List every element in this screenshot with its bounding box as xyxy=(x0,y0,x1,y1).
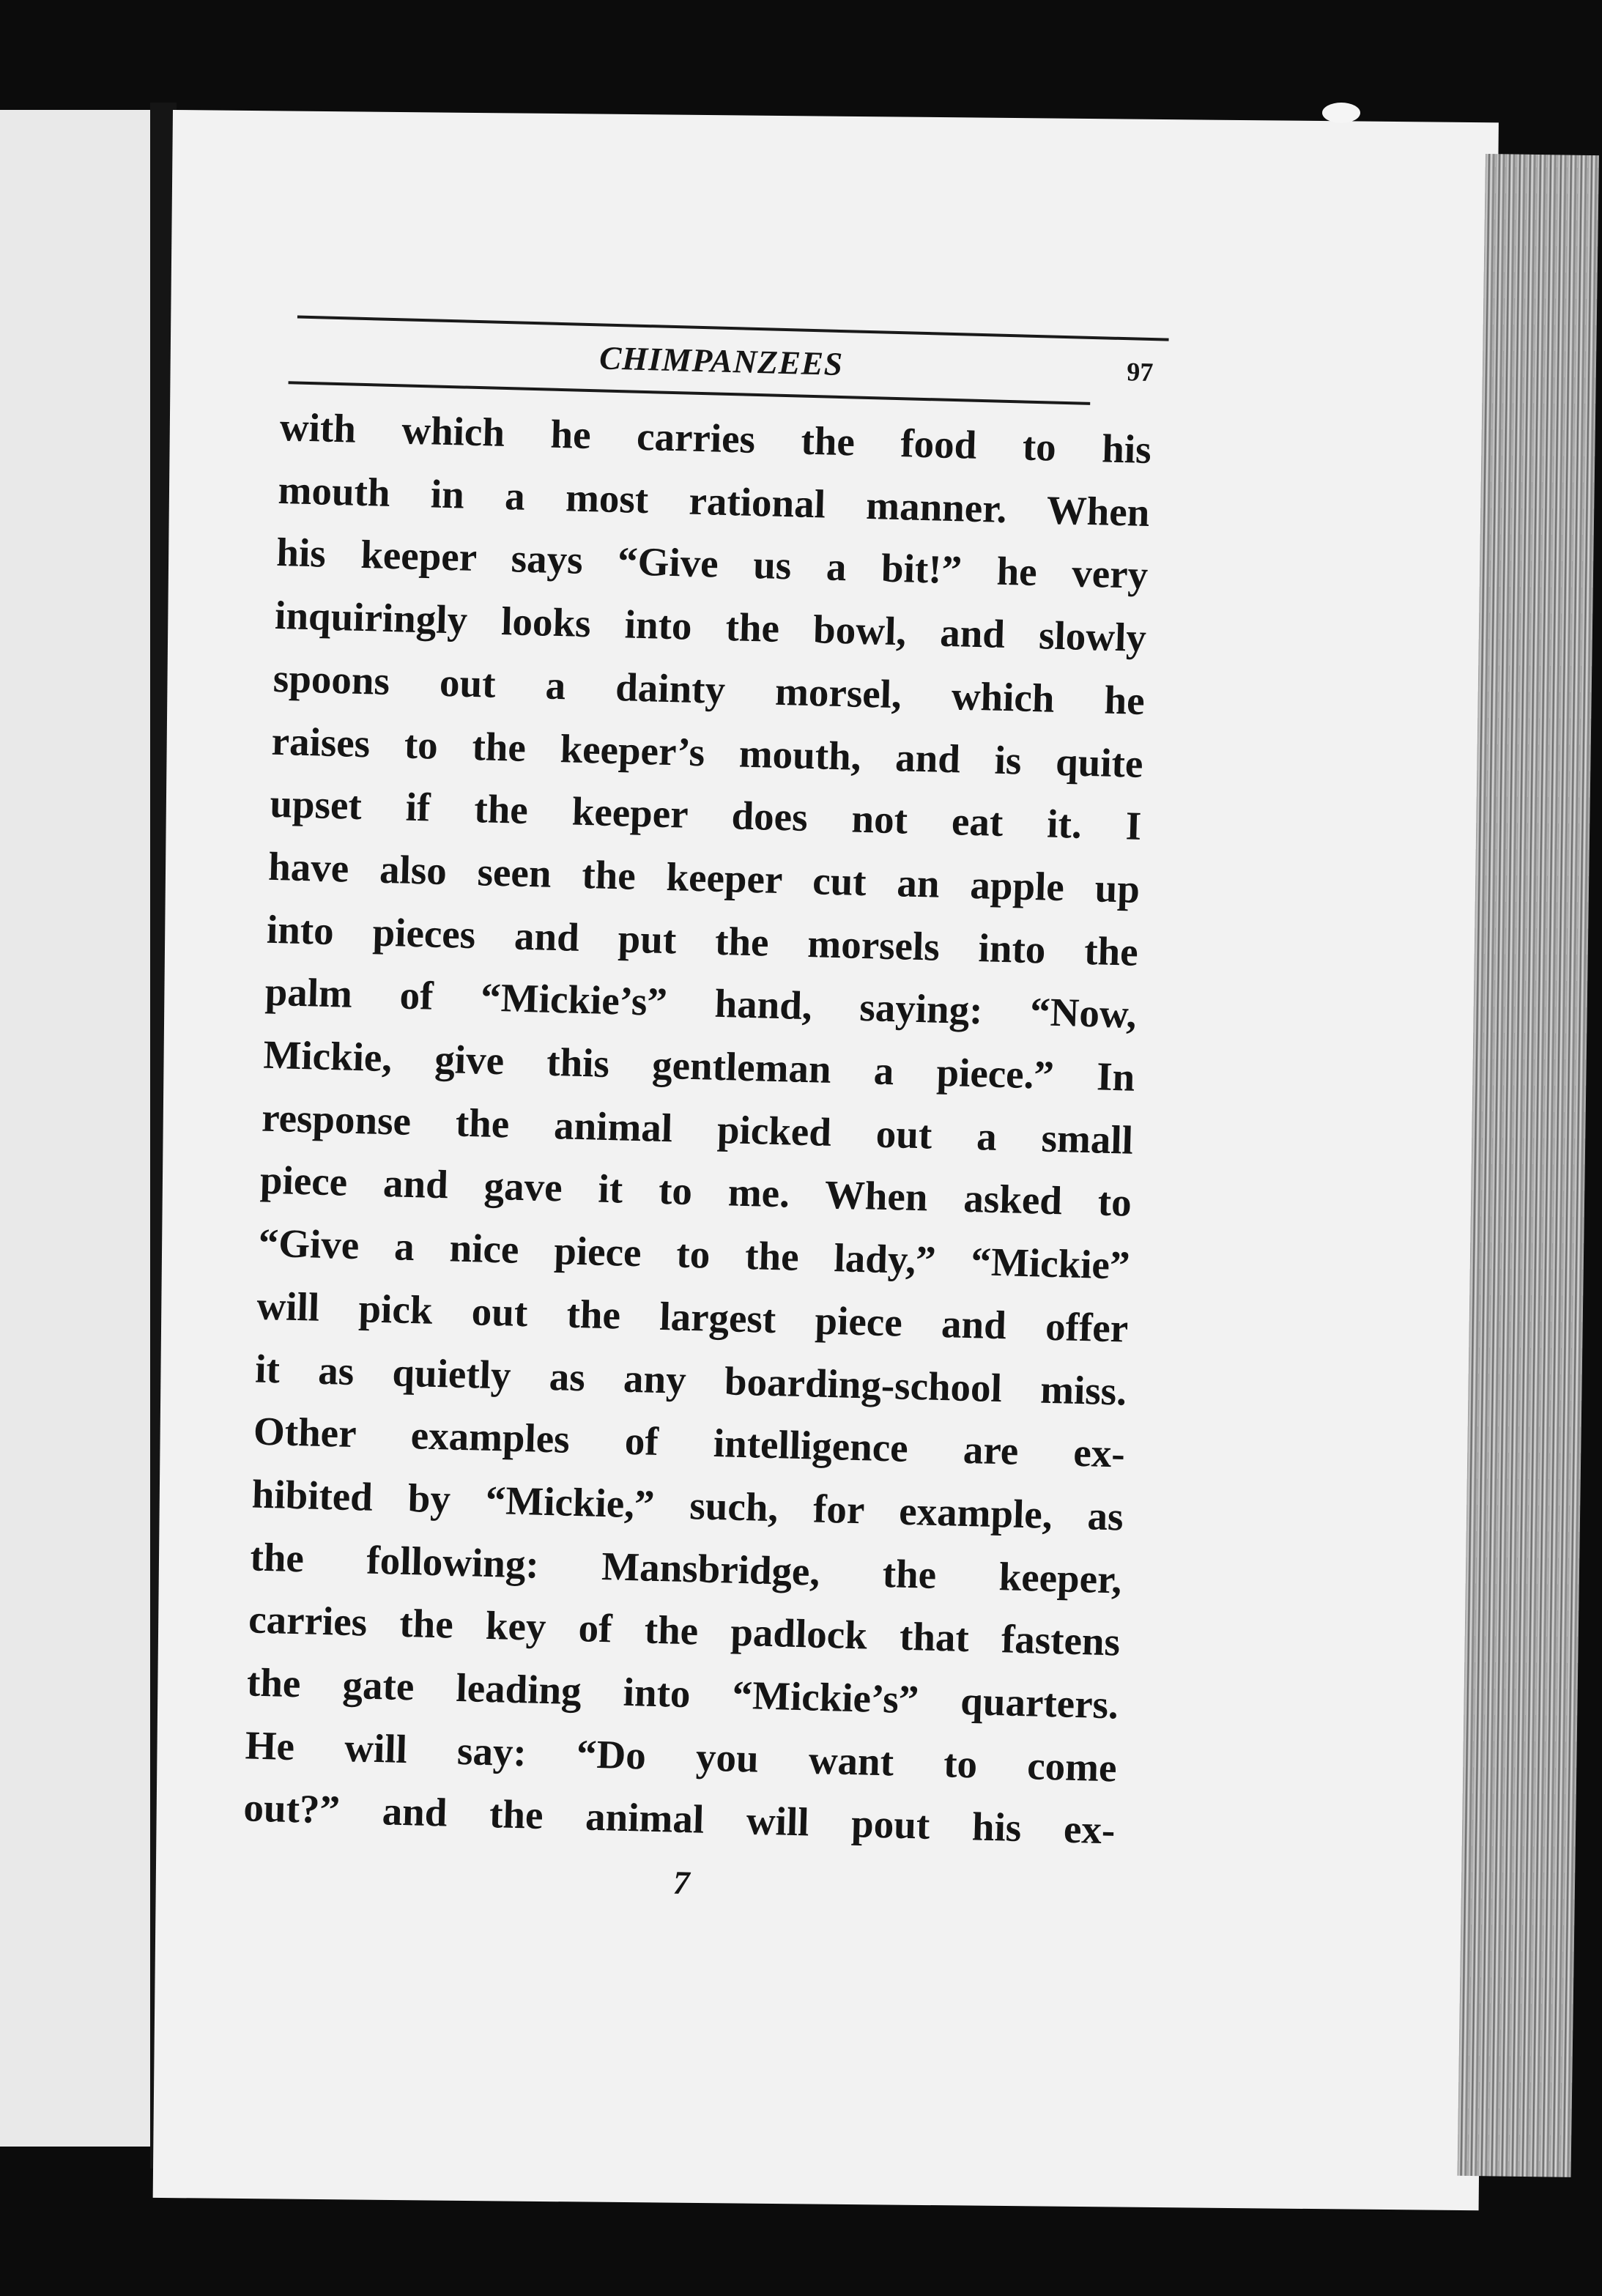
text-line: Mickie, give this gentleman a piece.” In xyxy=(262,1032,1135,1100)
text-line: hibited by “Mickie,” such, for example, as xyxy=(251,1471,1124,1539)
text-line: raises to the keeper’s mouth, and is quite xyxy=(270,718,1144,786)
text-line: carries the key of the padlock that fastens xyxy=(248,1596,1121,1664)
text-line: the following: Mansbridge, the keeper, xyxy=(249,1534,1123,1602)
text-line: the gate leading into “Mickie’s” quarters. xyxy=(246,1659,1119,1727)
text-line: mouth in a most rational manner. When xyxy=(277,467,1151,535)
body-text xyxy=(243,396,1160,1862)
text-line: with which he carries the food to his xyxy=(279,404,1152,473)
text-line: into pieces and put the morsels into the xyxy=(266,906,1139,974)
text-line: He will say: “Do you want to come xyxy=(245,1722,1118,1790)
text-line: palm of “Mickie’s” hand, saying: “Now, xyxy=(264,969,1138,1037)
text-line: out?” and the animal will pout his ex- xyxy=(242,1785,1116,1853)
page-ref: 97 xyxy=(1126,357,1154,388)
text-line: “Give a nice piece to the lady,” “Mickie” xyxy=(258,1220,1131,1288)
text-line: his keeper says “Give us a bit!” he very xyxy=(275,530,1149,598)
left-page-edge xyxy=(0,110,150,2147)
text-line: upset if the keeper does not eat it. I xyxy=(269,781,1142,849)
text-line: piece and gave it to me. When asked to xyxy=(259,1158,1132,1226)
page-text-block xyxy=(242,315,1162,1914)
running-head-title: CHIMPANZEES xyxy=(598,339,844,383)
text-line: response the animal picked out a small xyxy=(261,1095,1134,1163)
text-line: Other examples of intelligence are ex- xyxy=(253,1408,1126,1476)
text-line: will pick out the largest piece and offer xyxy=(256,1283,1129,1351)
signature-mark: 7 xyxy=(672,1864,691,1902)
text-line: inquiringly looks into the bowl, and slowly xyxy=(274,592,1147,661)
scan-speck xyxy=(1322,103,1360,123)
text-line: it as quietly as any boarding-school miss. xyxy=(254,1346,1127,1414)
text-line: have also seen the keeper cut an apple up xyxy=(267,843,1141,911)
text-line: spoons out a dainty morsel, which he xyxy=(272,655,1146,723)
